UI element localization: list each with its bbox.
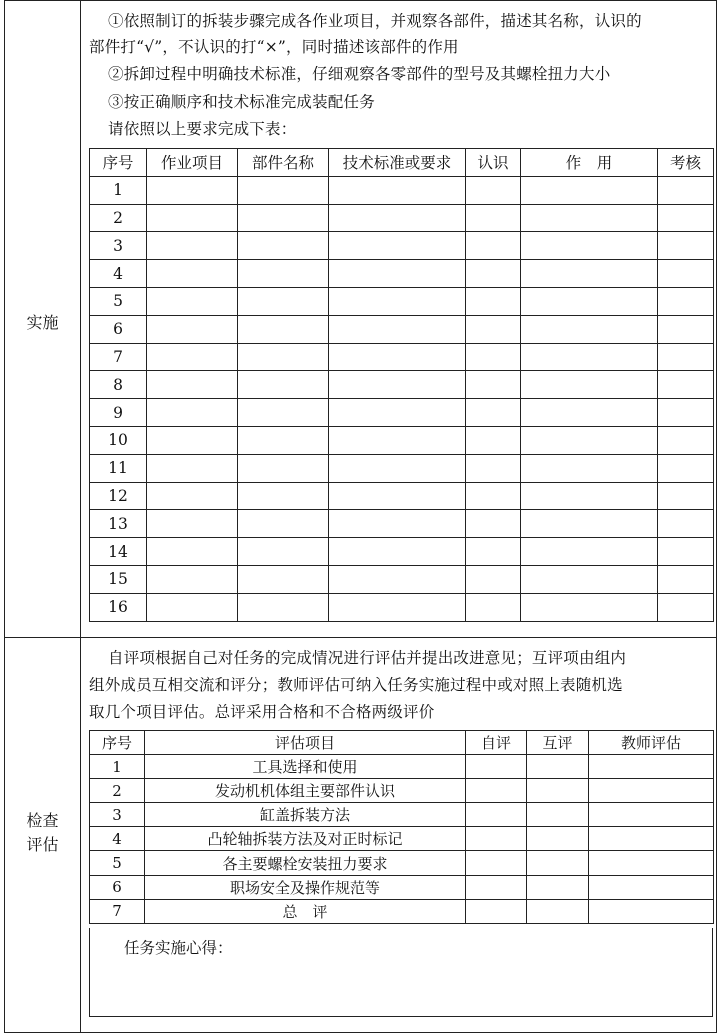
description-line-2: 组外成员互相交流和评分；教师评估可纳入任务实施过程中或对照上表随机选 — [89, 676, 623, 694]
blank-cell[interactable] — [329, 593, 466, 621]
blank-cell[interactable] — [238, 399, 329, 427]
blank-cell[interactable] — [466, 343, 521, 371]
blank-cell[interactable] — [521, 176, 658, 204]
blank-cell[interactable] — [238, 371, 329, 399]
instruction-line-2: 部件打“√”，不认识的打“×”，同时描述该部件的作用 — [89, 38, 459, 56]
blank-cell[interactable] — [658, 315, 714, 343]
blank-cell[interactable] — [238, 593, 329, 621]
table-row — [90, 851, 714, 875]
blank-cell[interactable] — [329, 204, 466, 232]
blank-cell[interactable] — [521, 371, 658, 399]
blank-cell[interactable] — [329, 260, 466, 288]
row-number: 5 — [90, 287, 147, 315]
header-seq: 序号 — [90, 731, 145, 755]
blank-cell[interactable] — [466, 287, 521, 315]
row-number: 6 — [90, 875, 145, 899]
eval-item: 凸轮轴拆装方法及对正时标记 — [145, 827, 466, 851]
blank-cell[interactable] — [658, 510, 714, 538]
eval-item: 职场安全及操作规范等 — [145, 875, 466, 899]
blank-cell[interactable] — [466, 827, 527, 851]
blank-cell[interactable] — [521, 204, 658, 232]
blank-cell[interactable] — [466, 454, 521, 482]
blank-cell[interactable] — [238, 538, 329, 566]
blank-cell[interactable] — [466, 426, 521, 454]
eval-item: 总 评 — [145, 899, 466, 923]
eval-item: 各主要螺栓安装扭力要求 — [145, 851, 466, 875]
blank-cell[interactable] — [658, 454, 714, 482]
blank-cell[interactable] — [658, 204, 714, 232]
table-row — [90, 779, 714, 803]
table-row — [90, 204, 714, 232]
table-row — [90, 426, 714, 454]
blank-cell[interactable] — [466, 565, 521, 593]
section-label-implementation: 实施 — [26, 313, 59, 332]
blank-cell[interactable] — [329, 399, 466, 427]
blank-cell[interactable] — [466, 593, 521, 621]
evaluation-table — [89, 730, 714, 924]
instruction-line-5: 请依照以上要求完成下表： — [108, 120, 297, 138]
row-number: 3 — [90, 232, 147, 260]
row-number: 7 — [90, 343, 147, 371]
section-label-evaluation-line-2: 评估 — [26, 835, 59, 854]
blank-cell[interactable] — [658, 260, 714, 288]
blank-cell[interactable] — [329, 371, 466, 399]
blank-cell[interactable] — [238, 454, 329, 482]
blank-cell[interactable] — [147, 399, 238, 427]
table-row — [90, 232, 714, 260]
blank-cell[interactable] — [521, 260, 658, 288]
blank-cell[interactable] — [329, 538, 466, 566]
table-row — [90, 315, 714, 343]
header-seq: 序号 — [90, 149, 147, 177]
blank-cell[interactable] — [329, 232, 466, 260]
reflection-label: 任务实施心得： — [124, 939, 233, 957]
row-number: 7 — [90, 899, 145, 923]
eval-item: 工具选择和使用 — [145, 755, 466, 779]
table-header-row — [90, 731, 714, 755]
blank-cell[interactable] — [466, 803, 527, 827]
blank-cell[interactable] — [521, 426, 658, 454]
blank-cell[interactable] — [147, 315, 238, 343]
blank-cell[interactable] — [521, 287, 658, 315]
blank-cell[interactable] — [658, 593, 714, 621]
blank-cell[interactable] — [527, 875, 589, 899]
blank-cell[interactable] — [527, 827, 589, 851]
header-part-name: 部件名称 — [238, 149, 329, 177]
row-number: 2 — [90, 204, 147, 232]
blank-cell[interactable] — [521, 538, 658, 566]
blank-cell[interactable] — [329, 426, 466, 454]
header-recognized: 认识 — [466, 149, 521, 177]
blank-cell[interactable] — [658, 287, 714, 315]
blank-cell[interactable] — [466, 260, 521, 288]
blank-cell[interactable] — [329, 565, 466, 593]
row-number: 4 — [90, 827, 145, 851]
blank-cell[interactable] — [147, 538, 238, 566]
blank-cell[interactable] — [466, 371, 521, 399]
blank-cell[interactable] — [589, 779, 714, 803]
blank-cell[interactable] — [589, 899, 714, 923]
blank-cell[interactable] — [527, 755, 589, 779]
table-row — [90, 482, 714, 510]
blank-cell[interactable] — [147, 371, 238, 399]
blank-cell[interactable] — [147, 204, 238, 232]
blank-cell[interactable] — [466, 482, 521, 510]
blank-cell[interactable] — [658, 232, 714, 260]
blank-cell[interactable] — [527, 899, 589, 923]
blank-cell[interactable] — [466, 538, 521, 566]
row-number: 12 — [90, 482, 147, 510]
table-row — [90, 803, 714, 827]
description-line-3: 取几个项目评估。总评采用合格和不合格两级评价 — [89, 703, 435, 721]
blank-cell[interactable] — [521, 343, 658, 371]
header-tech-standard: 技术标准或要求 — [329, 149, 466, 177]
blank-cell[interactable] — [329, 510, 466, 538]
blank-cell[interactable] — [466, 232, 521, 260]
work-items-table — [89, 148, 714, 622]
blank-cell[interactable] — [238, 287, 329, 315]
blank-cell[interactable] — [466, 899, 527, 923]
reflection-box[interactable] — [89, 928, 713, 1017]
table-row — [90, 399, 714, 427]
blank-cell[interactable] — [521, 315, 658, 343]
section-label-evaluation — [5, 809, 80, 857]
table-row — [90, 565, 714, 593]
form-frame — [4, 0, 717, 1033]
blank-cell[interactable] — [329, 315, 466, 343]
blank-cell[interactable] — [589, 875, 714, 899]
blank-cell[interactable] — [589, 755, 714, 779]
eval-item: 发动机机体组主要部件认识 — [145, 779, 466, 803]
blank-cell[interactable] — [589, 827, 714, 851]
blank-cell[interactable] — [238, 232, 329, 260]
table-header-row — [90, 149, 714, 177]
header-teacher-eval: 教师评估 — [589, 731, 714, 755]
row-number: 2 — [90, 779, 145, 803]
header-work-item: 作业项目 — [147, 149, 238, 177]
blank-cell[interactable] — [147, 454, 238, 482]
header-function: 作 用 — [521, 149, 658, 177]
table-row — [90, 454, 714, 482]
blank-cell[interactable] — [238, 260, 329, 288]
blank-cell[interactable] — [329, 454, 466, 482]
blank-cell[interactable] — [238, 482, 329, 510]
table-row — [90, 875, 714, 899]
blank-cell[interactable] — [466, 176, 521, 204]
blank-cell[interactable] — [658, 426, 714, 454]
table-row — [90, 593, 714, 621]
row-number: 5 — [90, 851, 145, 875]
section-divider — [5, 637, 716, 638]
blank-cell[interactable] — [147, 260, 238, 288]
table-row — [90, 510, 714, 538]
blank-cell[interactable] — [466, 779, 527, 803]
blank-cell[interactable] — [658, 538, 714, 566]
blank-cell[interactable] — [589, 803, 714, 827]
blank-cell[interactable] — [466, 399, 521, 427]
blank-cell[interactable] — [238, 204, 329, 232]
row-number: 1 — [90, 755, 145, 779]
table-row — [90, 260, 714, 288]
blank-cell[interactable] — [466, 755, 527, 779]
blank-cell[interactable] — [329, 343, 466, 371]
row-number: 16 — [90, 593, 147, 621]
description-line-1: 自评项根据自己对任务的完成情况进行评估并提出改进意见；互评项由组内 — [108, 649, 627, 667]
table-row — [90, 371, 714, 399]
table-row — [90, 899, 714, 923]
table-row — [90, 755, 714, 779]
blank-cell[interactable] — [147, 510, 238, 538]
blank-cell[interactable] — [521, 565, 658, 593]
instruction-line-1: ①依照制订的拆装步骤完成各作业项目，并观察各部件，描述其名称，认识的 — [108, 12, 642, 30]
blank-cell[interactable] — [527, 779, 589, 803]
blank-cell[interactable] — [521, 454, 658, 482]
row-number: 3 — [90, 803, 145, 827]
row-number: 14 — [90, 538, 147, 566]
row-number: 13 — [90, 510, 147, 538]
row-number: 10 — [90, 426, 147, 454]
blank-cell[interactable] — [466, 204, 521, 232]
instruction-line-4: ③按正确顺序和技术标准完成装配任务 — [108, 93, 375, 111]
blank-cell[interactable] — [238, 176, 329, 204]
blank-cell[interactable] — [521, 399, 658, 427]
eval-item: 缸盖拆装方法 — [145, 803, 466, 827]
blank-cell[interactable] — [147, 482, 238, 510]
blank-cell[interactable] — [521, 593, 658, 621]
row-number: 15 — [90, 565, 147, 593]
blank-cell[interactable] — [527, 851, 589, 875]
blank-cell[interactable] — [147, 593, 238, 621]
header-eval-item: 评估项目 — [145, 731, 466, 755]
blank-cell[interactable] — [147, 426, 238, 454]
blank-cell[interactable] — [147, 343, 238, 371]
blank-cell[interactable] — [147, 565, 238, 593]
instruction-line-3: ②拆卸过程中明确技术标准，仔细观察各零部件的型号及其螺栓扭力大小 — [108, 65, 611, 83]
blank-cell[interactable] — [658, 176, 714, 204]
header-self-eval: 自评 — [466, 731, 527, 755]
blank-cell[interactable] — [329, 176, 466, 204]
table-row — [90, 343, 714, 371]
blank-cell[interactable] — [147, 176, 238, 204]
row-number: 8 — [90, 371, 147, 399]
blank-cell[interactable] — [658, 482, 714, 510]
blank-cell[interactable] — [466, 510, 521, 538]
blank-cell[interactable] — [238, 426, 329, 454]
blank-cell[interactable] — [658, 399, 714, 427]
table-row — [90, 827, 714, 851]
blank-cell[interactable] — [147, 287, 238, 315]
row-number: 11 — [90, 454, 147, 482]
section-label-evaluation-line-1: 检查 — [26, 811, 59, 830]
row-number: 9 — [90, 399, 147, 427]
row-number: 4 — [90, 260, 147, 288]
blank-cell[interactable] — [658, 371, 714, 399]
blank-cell[interactable] — [658, 343, 714, 371]
blank-cell[interactable] — [521, 232, 658, 260]
table-row — [90, 287, 714, 315]
blank-cell[interactable] — [238, 565, 329, 593]
header-peer-eval: 互评 — [527, 731, 589, 755]
blank-cell[interactable] — [521, 510, 658, 538]
table-row — [90, 538, 714, 566]
blank-cell[interactable] — [658, 565, 714, 593]
blank-cell[interactable] — [147, 232, 238, 260]
header-assessment: 考核 — [658, 149, 714, 177]
blank-cell[interactable] — [238, 315, 329, 343]
blank-cell[interactable] — [527, 803, 589, 827]
label-column-divider — [80, 1, 81, 1032]
row-number: 1 — [90, 176, 147, 204]
blank-cell[interactable] — [238, 343, 329, 371]
blank-cell[interactable] — [466, 315, 521, 343]
blank-cell[interactable] — [238, 510, 329, 538]
blank-cell[interactable] — [589, 851, 714, 875]
blank-cell[interactable] — [329, 482, 466, 510]
blank-cell[interactable] — [466, 875, 527, 899]
blank-cell[interactable] — [521, 482, 658, 510]
blank-cell[interactable] — [329, 287, 466, 315]
row-number: 6 — [90, 315, 147, 343]
blank-cell[interactable] — [466, 851, 527, 875]
table-row — [90, 176, 714, 204]
